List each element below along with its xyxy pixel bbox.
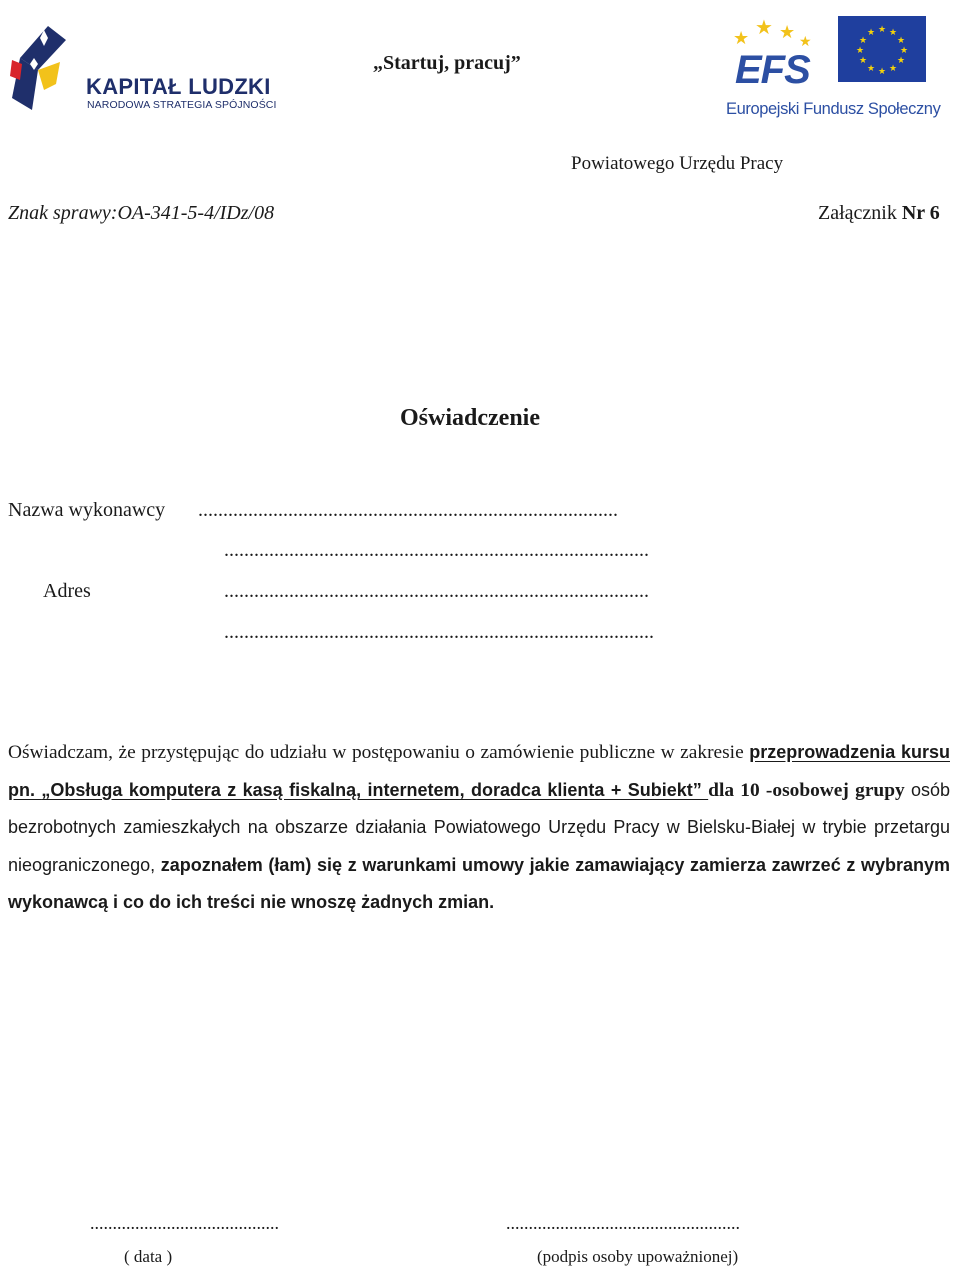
svg-text:★: ★ — [888, 64, 898, 74]
svg-text:★: ★ — [896, 56, 906, 66]
annex-number: Nr 6 — [901, 202, 940, 224]
statement-declaration: zapoznałem (łam) się z warunkami umowy jakie zamawiający zamierza zawrzeć z wybranym wykonawcą i co do ich treści nie wnoszę żadnych zmian. — [8, 854, 950, 912]
kapital-ludzki-logo — [8, 20, 277, 116]
date-label: ( data ) — [124, 1247, 173, 1266]
kapital-ludzki-emblem-icon — [8, 20, 78, 116]
svg-text:★: ★ — [858, 56, 868, 66]
statement-paragraph — [8, 734, 950, 922]
statement-participants: osób bezrobotnych zamieszkałych na obszarze działania Powiatowego Urzędu Pracy w Bielsku-Białej w trybie przetargu nieograniczonego, — [8, 779, 950, 875]
svg-text:★: ★ — [896, 36, 906, 46]
svg-text:★: ★ — [899, 46, 909, 56]
svg-text:★: ★ — [799, 34, 812, 50]
document-title: Oświadczenie — [400, 405, 540, 431]
svg-text:★: ★ — [855, 46, 865, 56]
address-line[interactable]: ..................................................................................... — [224, 580, 649, 602]
svg-text:★: ★ — [866, 64, 876, 74]
authorized-signature-label: (podpis osoby upoważnionej) — [537, 1247, 739, 1266]
svg-text:★: ★ — [877, 67, 887, 77]
eu-flag-icon — [838, 16, 926, 82]
svg-text:★: ★ — [877, 25, 887, 35]
statement-group-size: dla 10 -osobowej grupy — [708, 779, 911, 801]
authorized-signature-line[interactable]: .................................................... — [506, 1213, 740, 1233]
svg-text:★: ★ — [733, 28, 750, 49]
case-reference: Znak sprawy:OA-341-5-4/IDz/08 — [8, 202, 275, 224]
contractor-name-line-2[interactable]: ..................................................................................... — [224, 539, 649, 561]
address-line-2[interactable]: ...................................................................................... — [224, 621, 654, 643]
svg-text:★: ★ — [888, 28, 898, 38]
svg-text:★: ★ — [866, 28, 876, 38]
contractor-name-label: Nazwa wykonawcy — [8, 499, 166, 521]
statement-course-name: „Obsługa komputera z kasą fiskalną, internetem, doradca klienta + Subiekt” — [41, 779, 709, 800]
contractor-name-line[interactable]: .................................................................................... — [198, 499, 618, 521]
office-name: Powiatowego Urzędu Pracy — [571, 153, 784, 174]
statement-course-intro: przeprowadzenia kursu pn. — [8, 742, 950, 800]
efs-logo — [725, 14, 955, 128]
kapital-ludzki-title: KAPITAŁ LUDZKI — [86, 74, 271, 99]
annex-label — [818, 202, 940, 225]
svg-text:★: ★ — [779, 22, 796, 43]
svg-text:★: ★ — [755, 16, 773, 39]
program-motto: „Startuj, pracuj” — [373, 52, 521, 74]
annex-prefix: Załącznik — [818, 202, 902, 224]
svg-text:★: ★ — [858, 36, 868, 46]
address-label: Adres — [43, 580, 91, 602]
efs-letters: EFS — [735, 48, 810, 92]
statement-part-1: Oświadczam, że przystępując do udziału w postępowaniu o zamówienie publiczne w zakresie — [8, 742, 750, 763]
efs-caption: Europejski Fundusz Społeczny — [726, 100, 941, 118]
kapital-ludzki-subtitle: NARODOWA STRATEGIA SPÓJNOŚCI — [87, 99, 277, 111]
date-signature-line[interactable]: .......................................... — [90, 1213, 279, 1233]
